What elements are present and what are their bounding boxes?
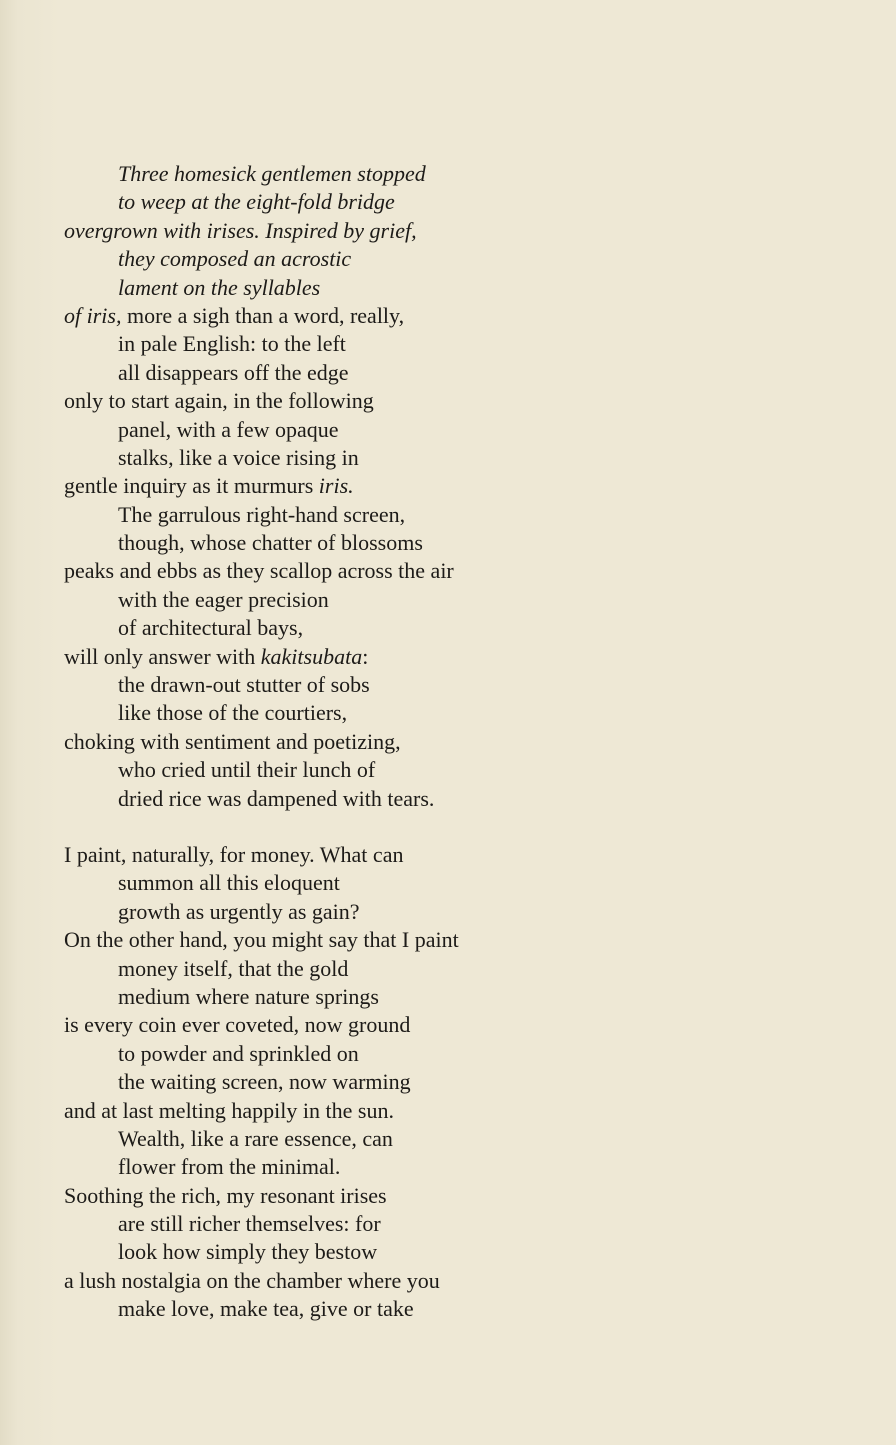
line-text: and at last melting happily in the sun.	[64, 1097, 394, 1123]
line-text: dried rice was dampened with tears.	[118, 785, 435, 811]
line-text: to powder and sprinkled on	[118, 1040, 359, 1066]
poem-line	[64, 444, 864, 472]
line-text: are still richer themselves: for	[118, 1211, 381, 1237]
line-text: only to start again, in the following	[64, 388, 374, 414]
poem-line	[64, 1153, 864, 1181]
line-text: the waiting screen, now warming	[118, 1069, 411, 1095]
line-text: they composed an acrostic	[118, 246, 352, 272]
poem	[64, 160, 864, 1324]
poem-line	[64, 1210, 864, 1238]
poem-line	[64, 699, 864, 727]
line-text: summon all this eloquent	[118, 870, 340, 896]
line-text: medium where nature springs	[118, 983, 379, 1009]
line-text: all disappears off the edge	[118, 359, 349, 385]
line-text: lament on the syllables	[118, 274, 321, 300]
line-text: though, whose chatter of blossoms	[118, 530, 423, 556]
line-text: look how simply they bestow	[118, 1239, 378, 1265]
line-text: flower from the minimal.	[118, 1154, 341, 1180]
line-text: Soothing the rich, my resonant irises	[64, 1182, 387, 1208]
line-text: will only answer with	[64, 643, 261, 669]
poem-line	[64, 869, 864, 897]
poem-line	[64, 330, 864, 358]
poem-line	[64, 529, 864, 557]
poem-line	[64, 188, 864, 216]
line-text: of architectural bays,	[118, 615, 304, 641]
line-text: Wealth, like a rare essence, can	[118, 1125, 393, 1151]
poem-line	[64, 1295, 864, 1323]
line-text: is every coin ever coveted, now ground	[64, 1012, 411, 1038]
poem-line	[64, 841, 864, 869]
line-text: panel, with a few opaque	[118, 416, 339, 442]
line-text: a lush nostalgia on the chamber where you	[64, 1267, 440, 1293]
line-text: On the other hand, you might say that I paint	[64, 927, 459, 953]
italic-text: kakitsubata	[260, 643, 363, 669]
poem-line	[64, 1125, 864, 1153]
poem-line	[64, 501, 864, 529]
poem-line	[64, 245, 864, 273]
poem-line	[64, 416, 864, 444]
poem-line	[64, 671, 864, 699]
line-text: overgrown with irises. Inspired by grief,	[64, 217, 417, 243]
line-text: money itself, that the gold	[118, 955, 349, 981]
line-text: who cried until their lunch of	[118, 757, 376, 783]
poem-line	[64, 926, 864, 954]
line-text: the drawn-out stutter of sobs	[118, 672, 370, 698]
poem-line	[64, 1182, 864, 1210]
poem-line	[64, 217, 864, 245]
poem-line	[64, 359, 864, 387]
poem-line	[64, 1238, 864, 1266]
poem-line	[64, 387, 864, 415]
stanza-break	[64, 813, 864, 841]
italic-text: iris.	[318, 473, 354, 499]
poem-line	[64, 728, 864, 756]
line-text: gentle inquiry as it murmurs	[64, 473, 319, 499]
stanza-2	[64, 841, 864, 1324]
line-text: peaks and ebbs as they scallop across the air	[64, 558, 454, 584]
poem-line	[64, 785, 864, 813]
line-text: make love, make tea, give or take	[118, 1296, 414, 1322]
poem-line	[64, 586, 864, 614]
poem-line	[64, 1068, 864, 1096]
poem-line	[64, 274, 864, 302]
poem-line	[64, 160, 864, 188]
poem-line	[64, 955, 864, 983]
poem-line	[64, 1040, 864, 1068]
poem-line	[64, 302, 864, 330]
poem-line	[64, 1011, 864, 1039]
poem-line	[64, 1097, 864, 1125]
stanza-1	[64, 160, 864, 813]
line-text: choking with sentiment and poetizing,	[64, 728, 401, 754]
poem-line	[64, 898, 864, 926]
italic-text: of iris,	[64, 302, 122, 328]
line-text: with the eager precision	[118, 586, 329, 612]
poem-line	[64, 1267, 864, 1295]
line-text: stalks, like a voice rising in	[118, 444, 359, 470]
line-text: to weep at the eight-fold bridge	[118, 189, 395, 215]
line-text: more a sigh than a word, really,	[121, 302, 405, 328]
line-text: in pale English: to the left	[118, 331, 346, 357]
line-text: like those of the courtiers,	[118, 700, 348, 726]
poem-line	[64, 983, 864, 1011]
line-text: Three homesick gentlemen stopped	[118, 161, 426, 186]
line-text: I paint, naturally, for money. What can	[64, 841, 404, 867]
line-text: :	[362, 643, 369, 669]
poem-line	[64, 614, 864, 642]
poem-line	[64, 557, 864, 585]
poem-line	[64, 643, 864, 671]
line-text: The garrulous right-hand screen,	[118, 501, 406, 527]
line-text: growth as urgently as gain?	[118, 898, 360, 924]
poem-line	[64, 472, 864, 500]
poem-line	[64, 756, 864, 784]
